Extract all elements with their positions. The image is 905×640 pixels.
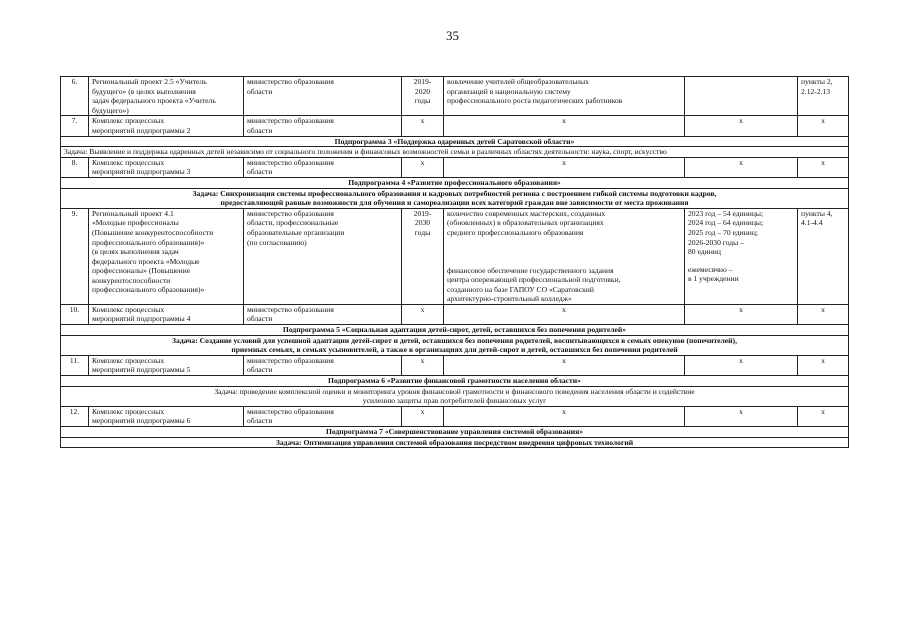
subprogram-7-header (61, 427, 849, 438)
link-x: x (798, 304, 849, 324)
indicator-value (685, 77, 798, 116)
value-financing (688, 265, 794, 284)
subprogram-task (61, 188, 849, 208)
period-x: x (402, 116, 444, 136)
subprogram-title: Подпрограмма 7 «Совершенствование управления системой образования» (61, 427, 849, 438)
table-row-10 (61, 304, 849, 324)
value-workshops (688, 209, 794, 257)
text-line: мероприятий подпрограммы 3 (92, 167, 191, 177)
text-line: 2019- (413, 77, 432, 86)
text-line: министерство образования (247, 406, 334, 416)
text-line: профессионального образования)» (92, 237, 205, 247)
text-line: министерство образования (247, 157, 334, 167)
executor (244, 304, 402, 324)
indicator-x: x (444, 157, 685, 177)
text-line: профессионального роста педагогических работников (447, 96, 623, 106)
text-line: годы (414, 227, 431, 237)
text-line: области (247, 86, 273, 96)
row-number: 8. (61, 157, 89, 177)
text-line: 2024 год – 64 единицы; (688, 218, 764, 228)
subprogram-title: Подпрограмма 6 «Развитие финансовой грамотности населения области» (61, 376, 849, 387)
text-line: приемных семьях, в семьях усыновителей, а также в организациях для детей-сирот и детей, оставшихся без попечения родителей (231, 345, 678, 355)
subprogram-3-header (61, 136, 849, 147)
text-line: предоставляющей равные возможности для обучения и самореализации всех категорий граждан вне зависимости от места проживания (220, 198, 689, 208)
value-x: x (685, 355, 798, 375)
executor (244, 77, 402, 116)
subprogram-7-task (61, 437, 849, 448)
executor (244, 355, 402, 375)
text-line: (обновленных) в образовательных организациях (447, 218, 604, 228)
measure-name (89, 355, 244, 375)
subprogram-task (61, 335, 849, 355)
text-line: в 1 учреждении (688, 274, 739, 284)
text-line: Региональный проект 2.5 «Учитель (92, 77, 207, 86)
measure-name (89, 406, 244, 426)
text-line: архитектурно-строительный колледж» (447, 294, 572, 304)
indicator-workshops (447, 209, 681, 238)
executor (244, 157, 402, 177)
table-row-7 (61, 116, 849, 136)
value-x: x (685, 304, 798, 324)
executor (244, 406, 402, 426)
text-line: мероприятий подпрограммы 2 (92, 125, 191, 135)
measure-name (89, 304, 244, 324)
text-line: профессионалы» (Повышение (92, 266, 191, 276)
subprogram-task (61, 386, 849, 406)
text-line: Комплекс процессных (92, 304, 165, 314)
text-line: области, профессиональные (247, 218, 339, 228)
indicator (444, 208, 685, 304)
text-line: Задача: Создание условий для успешной адаптации детей-сирот и детей, оставшихся без попечения родителей, воспитывающихся в семьях опекунов (попечителей), (172, 335, 737, 345)
text-line: «Молодые профессионалы (92, 218, 179, 228)
text-line: (Повышение конкурентоспособности (92, 227, 214, 237)
text-line: будущего» (в целях выполнения (92, 86, 196, 96)
row-number: 10. (61, 304, 89, 324)
subprogram-title: Подпрограмма 3 «Поддержка одаренных детей Саратовской области» (61, 136, 849, 147)
text-line: годы (414, 96, 431, 106)
text-line: организаций в национальную систему (447, 86, 571, 96)
link-to-indicators (798, 77, 849, 116)
row-number: 11. (61, 355, 89, 375)
period-x: x (402, 157, 444, 177)
link-x: x (798, 116, 849, 136)
text-line: вовлечение учителей общеобразовательных (447, 77, 589, 86)
text-line: области (247, 167, 273, 177)
period-x: x (402, 304, 444, 324)
measure-name (89, 116, 244, 136)
indicator-financing (447, 266, 681, 304)
text-line: усилению защиты прав потребителей финансовых услуг (362, 396, 547, 406)
text-line: 2020 (414, 86, 431, 96)
link-x: x (798, 157, 849, 177)
value-x: x (685, 157, 798, 177)
subprogram-6-task (61, 386, 849, 406)
text-line: министерство образования (247, 355, 334, 365)
indicator-x: x (444, 406, 685, 426)
measure-name (89, 77, 244, 116)
text-line: (по согласованию) (247, 237, 307, 247)
text-line: Комплекс процессных (92, 406, 165, 416)
indicator-x: x (444, 116, 685, 136)
subprogram-4-task (61, 188, 849, 208)
text-line: 80 единиц (688, 247, 721, 257)
text-line: области (247, 365, 273, 375)
subprogram-5-task (61, 335, 849, 355)
text-line: области (247, 416, 273, 426)
link-x: x (798, 406, 849, 426)
program-table (60, 76, 849, 448)
table-row-11 (61, 355, 849, 375)
text-line: 2019- (413, 208, 432, 218)
text-line: пункты 4, (801, 208, 833, 218)
text-line: Задача: проведение комплексной оценки и мониторинга уровня финансовой грамотности и финансового поведения населения области и содействие (214, 386, 695, 396)
subprogram-6-header (61, 376, 849, 387)
subprogram-3-task (61, 147, 849, 158)
indicator (444, 77, 685, 116)
indicator-value (685, 208, 798, 304)
text-line: созданного на базе ГАПОУ СО «Саратовский (447, 284, 594, 294)
table-row-8 (61, 157, 849, 177)
text-line: области (247, 125, 273, 135)
indicator-x: x (444, 355, 685, 375)
subprogram-5-header (61, 325, 849, 336)
text-line: мероприятий подпрограммы 5 (92, 365, 191, 375)
text-line: задач федерального проекта «Учитель (92, 96, 216, 106)
measure-name (89, 208, 244, 304)
text-line: 2023 год – 54 единицы; (688, 208, 764, 218)
value-x: x (685, 406, 798, 426)
table-row-6 (61, 77, 849, 116)
text-line: среднего профессионального образования (447, 227, 584, 237)
text-line: 2025 год – 70 единиц; (688, 227, 759, 237)
text-line: Региональный проект 4.1 (92, 208, 174, 218)
period-x: x (402, 355, 444, 375)
text-line: образовательные организации (247, 227, 345, 237)
text-line: 2030 (414, 218, 431, 228)
text-line: министерство образования (247, 304, 334, 314)
subprogram-title: Подпрограмма 5 «Социальная адаптация детей-сирот, детей, оставшихся без попечения родителей» (61, 325, 849, 336)
text-line: финансовое обеспечение государственного задания (447, 265, 614, 275)
text-line: 4.1-4.4 (801, 218, 823, 228)
text-line: 2026-2030 годы – (688, 237, 744, 247)
text-line: мероприятий подпрограммы 6 (92, 416, 191, 426)
text-line: министерство образования (247, 116, 334, 126)
executor (244, 208, 402, 304)
text-line: Задача: Синхронизация системы профессионального образования и кадровых потребностей региона с построением гибкой системы подготовки кадров, (192, 188, 717, 198)
subprogram-4-header (61, 177, 849, 188)
text-line: мероприятий подпрограммы 4 (92, 314, 191, 324)
page-number: 35 (446, 28, 459, 43)
text-line: (в целях выполнения задач (92, 247, 179, 257)
row-number: 9. (61, 208, 89, 304)
text-line: области (247, 314, 273, 324)
value-x: x (685, 116, 798, 136)
subprogram-task: Задача: Выявление и поддержка одаренных детей независимо от социального положения и финансовых возможностей семьи в различных областях деятельности: наука, спорт, искусство (61, 147, 849, 158)
text-line: Комплекс процессных (92, 355, 165, 365)
period (402, 77, 444, 116)
period-x: x (402, 406, 444, 426)
text-line: ежемесячно – (688, 264, 733, 274)
text-line: министерство образования (247, 77, 334, 86)
text-line: федерального проекта «Молодые (92, 256, 200, 266)
row-number: 12. (61, 406, 89, 426)
row-number: 7. (61, 116, 89, 136)
indicator-x: x (444, 304, 685, 324)
subprogram-title: Подпрограмма 4 «Развитие профессионального образования» (61, 177, 849, 188)
row-number: 6. (61, 77, 89, 116)
text-line: министерство образования (247, 208, 334, 218)
link-x: x (798, 355, 849, 375)
text-line: Комплекс процессных (92, 116, 165, 126)
measure-name (89, 157, 244, 177)
executor (244, 116, 402, 136)
text-line: центра опережающей профессиональной подготовки, (447, 275, 621, 285)
text-line: количество современных мастерских, созданных (447, 208, 606, 218)
text-line: пункты 2, (801, 77, 833, 86)
text-line: конкурентоспособности (92, 275, 171, 285)
link-to-indicators (798, 208, 849, 304)
text-line: Комплекс процессных (92, 157, 165, 167)
text-line: профессионального образования)» (92, 285, 205, 295)
table-row-9 (61, 208, 849, 304)
subprogram-task: Задача: Оптимизация управления системой образования посредством внедрения цифровых технологий (61, 437, 849, 448)
period (402, 208, 444, 304)
table-row-12 (61, 406, 849, 426)
text-line: будущего») (92, 105, 129, 115)
text-line: 2.12-2.13 (801, 86, 831, 96)
